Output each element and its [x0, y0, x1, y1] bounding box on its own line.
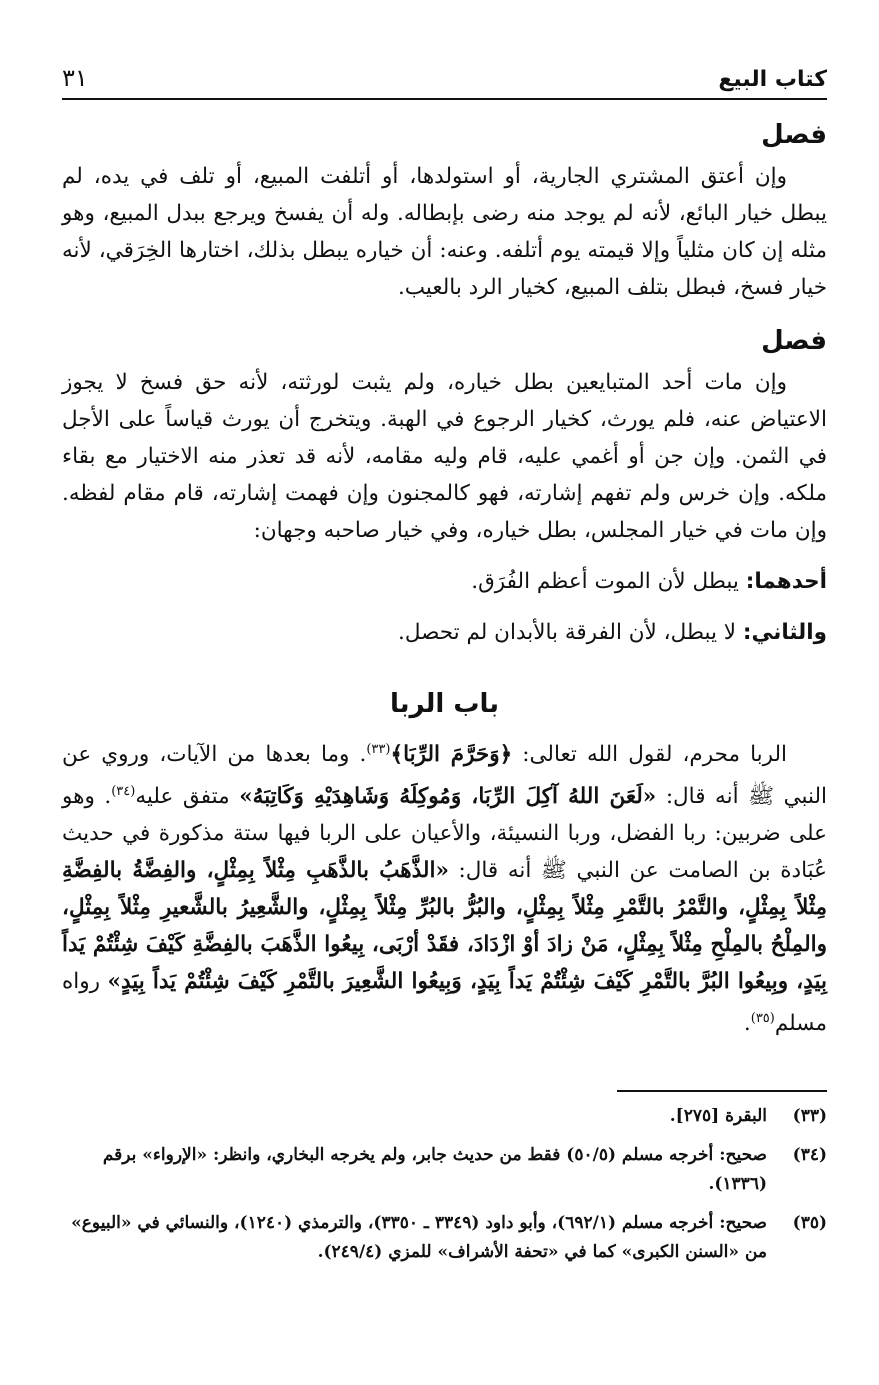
chapter-text-4: . وهو على ضربين: ربا الفضل، وربا النسيئة، والأعيان على الربا فيها ستة مذكورة في حديث عُبَادة بن الصامت عن النبي ﷺ أنه قال:: [62, 784, 827, 884]
footnote-ref-35: (٣٥): [750, 1011, 775, 1027]
chapter-text-6: .: [743, 1011, 751, 1037]
footnote-text: البقرة [٢٧٥].: [669, 1106, 767, 1127]
footnote-text: صحيح: أخرجه مسلم (٥٠/٥) فقط من حديث جابر، ولم يخرجه البخاري، وانظر: «الإرواء» برقم (١٣٣٦).: [102, 1145, 767, 1195]
page-number: ٣١: [62, 64, 88, 92]
footnote-number: (٣٥): [792, 1213, 827, 1234]
hadith-quote-2: «الذَّهَبُ بالذَّهَبِ مِثْلاً بِمِثْلٍ، والفِضَّةُ بالفِضَّةِ مِثْلاً بِمِثْلٍ، والتَّمْرُ بالتَّمْرِ مِثْلاً بِمِثْلٍ، والبُرُّ بالبُرِّ مِثْلاً بِمِثْلٍ، والشَّعِيرُ بالشَّعيرِ مِثْلاً بِمِثْلٍ، والمِلْحُ بالمِلْحِ مِثْلاً بِمِثْلٍ، مَنْ زادَ أوْ ازْدَادَ، فقَدْ أرْبَى، بِيعُوا الذَّهَبَ بالفِضَّةِ كَيْفَ شِئْتُمْ يَداً بِيَدٍ، وبِيعُوا البُرَّ بالتَّمْرِ كَيْفَ شِئْتُمْ يَداً بِيَدٍ، وَبِيعُوا الشَّعِيرَ بالتَّمْرِ كَيْفَ شِئْتُمْ يَداً بِيَدٍ»: [62, 858, 827, 995]
section-title-2: فصل: [761, 326, 827, 356]
opinion-2-text: لا يبطل، لأن الفرقة بالأبدان لم تحصل.: [398, 620, 737, 645]
footnote-divider: [617, 1090, 827, 1092]
opinion-2-label: والثاني:: [742, 620, 827, 645]
footnotes: [62, 1102, 827, 1267]
opinion-1-text: يبطل لأن الموت أعظم الفُرَق.: [471, 569, 739, 594]
opinion-1-label: أحدهما:: [745, 569, 827, 594]
section-1-paragraph: وإن أعتق المشتري الجارية، أو استولدها، أو أتلفت المبيع، أو تلف في يده، لم يبطل خيار البائع، لأنه لم يوجد منه رضى بإبطاله. وله أن يفسخ ويرجع ببدل المبيع، وهو مثله إن كان مثلياً وإلا قيمته يوم أتلفه. وعنه: أن خياره يبطل بذلك، اختارها الخِرَقي، لأنه خيار فسخ، فبطل بتلف المبيع، كخيار الرد بالعيب.: [62, 164, 827, 300]
chapter-text-5: رواه مسلم: [62, 969, 827, 1037]
chapter-text-3: متفق عليه: [135, 784, 230, 810]
chapter-text-2: . وما بعدها من الآيات، وروي عن النبي ﷺ أنه قال:: [62, 742, 828, 810]
footnote: [62, 1209, 827, 1267]
section-title-1: فصل: [761, 120, 827, 150]
footnote-ref-33: (٣٣): [366, 742, 391, 757]
chapter-paragraph: [62, 731, 827, 1042]
opinion-1: [62, 563, 827, 600]
footnote: [62, 1141, 827, 1199]
chapter-text-1: الربا محرم، لقول الله تعالى:: [522, 742, 787, 768]
chapter-title: باب الربا: [389, 689, 500, 719]
footnote-text: صحيح: أخرجه مسلم (٦٩٢/١)، وأبو داود (٣٣٤٩ ـ ٣٣٥٠)، والترمذي (١٢٤٠)، والنسائي في «البيوع» من «السنن الكبرى» كما في «تحفة الأشراف» للمزي (٢٤٩/٤).: [71, 1213, 767, 1263]
opinion-2: [62, 614, 827, 651]
section-2-paragraph: وإن مات أحد المتبايعين بطل خياره، ولم يثبت لورثته، لأنه حق فسخ لا يجوز الاعتياض عنه، فلم يورث، كخيار الرجوع في الهبة. ويتخرج أن يورث قياساً على الأجل في الثمن. وإن جن أو أغمي عليه، قام وليه مقامه، لأنه قد تعذر منه الاختيار مع بقاء ملكه. وإن خرس ولم تفهم إشارته، فهو كالمجنون وإن فهمت إشارته، قام مقام لفظه. وإن مات في خيار المجلس، بطل خياره، وفي خيار صاحبه وجهان:: [62, 370, 827, 543]
footnote: [62, 1102, 827, 1131]
hadith-quote-1: «لَعَنَ اللهُ آكِلَ الرِّبَا، وَمُوكِلَهُ وَشَاهِدَيْهِ وَكَاتِبَهُ»: [239, 784, 657, 810]
footnote-ref-34: (٣٤): [111, 784, 136, 800]
running-title: كتاب البيع: [718, 67, 827, 92]
book-page: [62, 64, 827, 1277]
page-header: [62, 64, 827, 100]
footnote-number: (٣٤): [792, 1145, 827, 1166]
quran-quote: ﴿وَحَرَّمَ الرِّبَا﴾: [390, 742, 513, 768]
footnote-number: (٣٣): [792, 1106, 827, 1127]
